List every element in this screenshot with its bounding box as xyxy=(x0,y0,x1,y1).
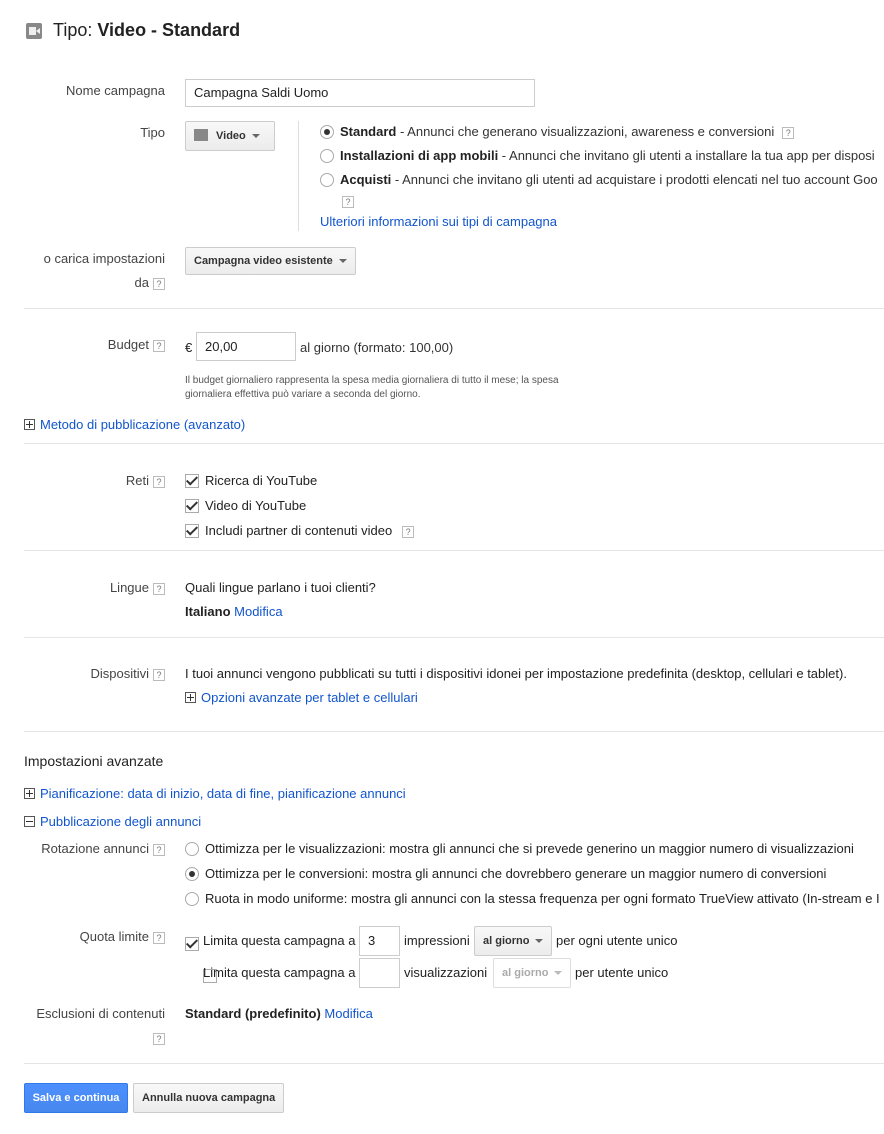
network-label: Video di YouTube xyxy=(205,498,307,513)
network-video-partners[interactable] xyxy=(185,523,414,539)
video-icon xyxy=(194,129,208,141)
budget-note-line: Il budget giornaliero rappresenta la spesa media giornaliera di tutto il mese; la spesa xyxy=(185,375,559,386)
checkbox[interactable] xyxy=(185,474,199,488)
network-youtube-videos[interactable] xyxy=(185,498,306,514)
ad-delivery-link-text[interactable]: Pubblicazione degli annunci xyxy=(40,814,202,829)
languages-value xyxy=(185,604,283,619)
views-period-dropdown[interactable] xyxy=(493,958,571,988)
views-cap-suffix: per utente unico xyxy=(575,965,669,980)
impressions-period-dropdown[interactable] xyxy=(474,926,552,956)
type-option-app[interactable] xyxy=(320,148,884,164)
content-exclusions-help xyxy=(149,1030,165,1045)
checkbox[interactable] xyxy=(185,524,199,538)
rotation-option-label: Ruota in modo uniforme: mostra gli annunci con la stessa frequenza per ogni formato TrueView attivato (In-stream e I xyxy=(205,891,880,906)
rotation-option-conversions[interactable] xyxy=(185,866,826,882)
type-dropdown-label: Video xyxy=(216,130,246,142)
advanced-settings-heading: Impostazioni avanzate xyxy=(24,753,164,769)
radio-button[interactable] xyxy=(320,125,334,139)
content-exclusions-value xyxy=(185,1006,373,1021)
radio-button[interactable] xyxy=(320,149,334,163)
rotation-option-views[interactable] xyxy=(185,841,854,857)
load-settings-from: da xyxy=(134,275,149,290)
help-icon[interactable]: ? xyxy=(153,278,165,290)
campaign-name-input[interactable]: Campagna Saldi Uomo xyxy=(185,79,535,107)
devices-advanced-link-text[interactable]: Opzioni avanzate per tablet e cellulari xyxy=(201,690,418,705)
rotation-label xyxy=(41,841,165,856)
radio-button[interactable] xyxy=(320,173,334,187)
languages-label-text: Lingue xyxy=(109,580,149,595)
frequency-cap-label xyxy=(80,929,165,944)
help-icon[interactable]: ? xyxy=(782,127,794,139)
divider xyxy=(24,731,884,732)
radio-button[interactable] xyxy=(185,867,199,881)
devices-advanced-link[interactable] xyxy=(185,690,418,705)
scheduling-link[interactable] xyxy=(24,786,406,801)
existing-campaign-dropdown-label: Campagna video esistente xyxy=(194,255,333,267)
help-icon[interactable]: ? xyxy=(153,669,165,681)
languages-question: Quali lingue parlano i tuoi clienti? xyxy=(185,580,376,595)
page-title-prefix: Tipo: xyxy=(53,20,93,40)
edit-content-exclusions-link[interactable]: Modifica xyxy=(324,1006,373,1021)
devices-text: I tuoi annunci vengono pubblicati su tutti i dispositivi idonei per impostazione predefinita (desktop, cellulari e tablet). xyxy=(185,666,847,681)
impressions-cap-input[interactable]: 3 xyxy=(359,926,400,956)
views-cap-unit: visualizzazioni xyxy=(404,965,488,980)
content-exclusions-label: Esclusioni di contenuti xyxy=(36,1006,165,1021)
ad-delivery-link[interactable] xyxy=(24,814,201,829)
impressions-period-label: al giorno xyxy=(483,935,530,947)
impressions-cap-checkbox[interactable] xyxy=(185,937,199,951)
expand-icon[interactable] xyxy=(24,788,35,799)
currency-symbol: € xyxy=(185,340,193,355)
selected-language: Italiano xyxy=(185,604,231,619)
rotation-label-text: Rotazione annunci xyxy=(41,841,149,856)
help-icon[interactable]: ? xyxy=(153,476,165,488)
budget-suffix: al giorno (formato: 100,00) xyxy=(300,340,454,355)
chevron-down-icon xyxy=(554,971,562,975)
rotation-option-uniform[interactable] xyxy=(185,891,884,907)
divider xyxy=(24,443,884,444)
chevron-down-icon xyxy=(252,134,260,138)
type-option-name: Installazioni di app mobili xyxy=(340,148,499,163)
impressions-cap-suffix: per ogni utente unico xyxy=(556,933,678,948)
type-option-name: Acquisti xyxy=(340,172,392,187)
networks-label xyxy=(126,473,165,488)
help-icon[interactable]: ? xyxy=(153,583,165,595)
network-youtube-search[interactable] xyxy=(185,473,317,489)
budget-note xyxy=(185,374,559,402)
type-divider xyxy=(298,121,299,231)
devices-label xyxy=(90,666,165,681)
chevron-down-icon xyxy=(339,259,347,263)
campaign-name-label: Nome campagna xyxy=(66,83,165,98)
languages-label xyxy=(110,580,165,595)
devices-label-text: Dispositivi xyxy=(90,666,149,681)
network-label: Includi partner di contenuti video xyxy=(205,523,393,538)
budget-note-line: giornaliera effettiva può variare a seconda del giorno. xyxy=(185,389,421,400)
radio-button[interactable] xyxy=(185,842,199,856)
network-label: Ricerca di YouTube xyxy=(205,473,318,488)
delivery-method-link-text[interactable]: Metodo di pubblicazione (avanzato) xyxy=(40,417,246,432)
type-option-name: Standard xyxy=(340,124,397,139)
cancel-campaign-button[interactable]: Annulla nuova campagna xyxy=(133,1083,284,1113)
radio-button[interactable] xyxy=(185,892,199,906)
divider xyxy=(24,1063,884,1064)
budget-label-text: Budget xyxy=(107,337,149,352)
divider xyxy=(24,550,884,551)
campaign-types-info-link[interactable]: Ulteriori informazioni sui tipi di campagna xyxy=(320,214,557,229)
load-settings-label: o carica impostazioni xyxy=(43,251,165,266)
help-icon[interactable]: ? xyxy=(153,1033,165,1045)
rotation-option-label: Ottimizza per le conversioni: mostra gli annunci che dovrebbero generare un maggior numero di conversioni xyxy=(205,866,827,881)
page-title-type: Video - Standard xyxy=(97,20,241,40)
expand-icon[interactable] xyxy=(185,692,196,703)
page-title xyxy=(53,20,240,41)
budget-input[interactable]: 20,00 xyxy=(196,332,296,361)
networks-label-text: Reti xyxy=(125,473,149,488)
collapse-icon[interactable] xyxy=(24,816,35,827)
type-option-desc: - Annunci che invitano gli utenti a installare la tua app per disposi xyxy=(498,148,875,163)
impressions-cap-unit: impressioni xyxy=(404,933,470,948)
type-option-desc: - Annunci che generano visualizzazioni, awareness e conversioni xyxy=(396,124,775,139)
type-option-desc: - Annunci che invitano gli utenti ad acquistare i prodotti elencati nel tuo account Goo xyxy=(391,172,878,187)
load-settings-label-2 xyxy=(135,275,165,290)
frequency-cap-label-text: Quota limite xyxy=(79,929,149,944)
type-option-shopping[interactable] xyxy=(320,172,884,188)
type-dropdown[interactable] xyxy=(185,121,275,151)
help-icon[interactable]: ? xyxy=(153,340,165,352)
video-type-icon xyxy=(26,23,42,39)
checkbox[interactable] xyxy=(185,499,199,513)
help-icon[interactable]: ? xyxy=(153,844,165,856)
type-option-standard[interactable] xyxy=(320,124,794,140)
edit-languages-link[interactable]: Modifica xyxy=(234,604,283,619)
help-icon[interactable]: ? xyxy=(402,526,414,538)
existing-campaign-dropdown[interactable] xyxy=(185,247,356,275)
impressions-cap-prefix: Limita questa campagna a xyxy=(203,933,356,948)
budget-label xyxy=(108,337,165,352)
chevron-down-icon xyxy=(535,939,543,943)
views-period-label: al giorno xyxy=(502,967,549,979)
save-continue-button[interactable]: Salva e continua xyxy=(24,1083,128,1113)
help-icon[interactable]: ? xyxy=(342,196,354,208)
divider xyxy=(24,308,884,309)
scheduling-link-text[interactable]: Pianificazione: data di inizio, data di fine, pianificazione annunci xyxy=(40,786,406,801)
rotation-option-label: Ottimizza per le visualizzazioni: mostra gli annunci che si prevede generino un maggior numero di visualizzazioni xyxy=(205,841,854,856)
expand-icon[interactable] xyxy=(24,419,35,430)
help-icon[interactable]: ? xyxy=(153,932,165,944)
type-label: Tipo xyxy=(140,125,165,140)
delivery-method-link[interactable] xyxy=(24,417,245,432)
content-exclusions-setting: Standard (predefinito) xyxy=(185,1006,321,1021)
views-cap-prefix: Limita questa campagna a xyxy=(203,965,356,980)
divider xyxy=(24,637,884,638)
views-cap-input[interactable] xyxy=(359,958,400,988)
